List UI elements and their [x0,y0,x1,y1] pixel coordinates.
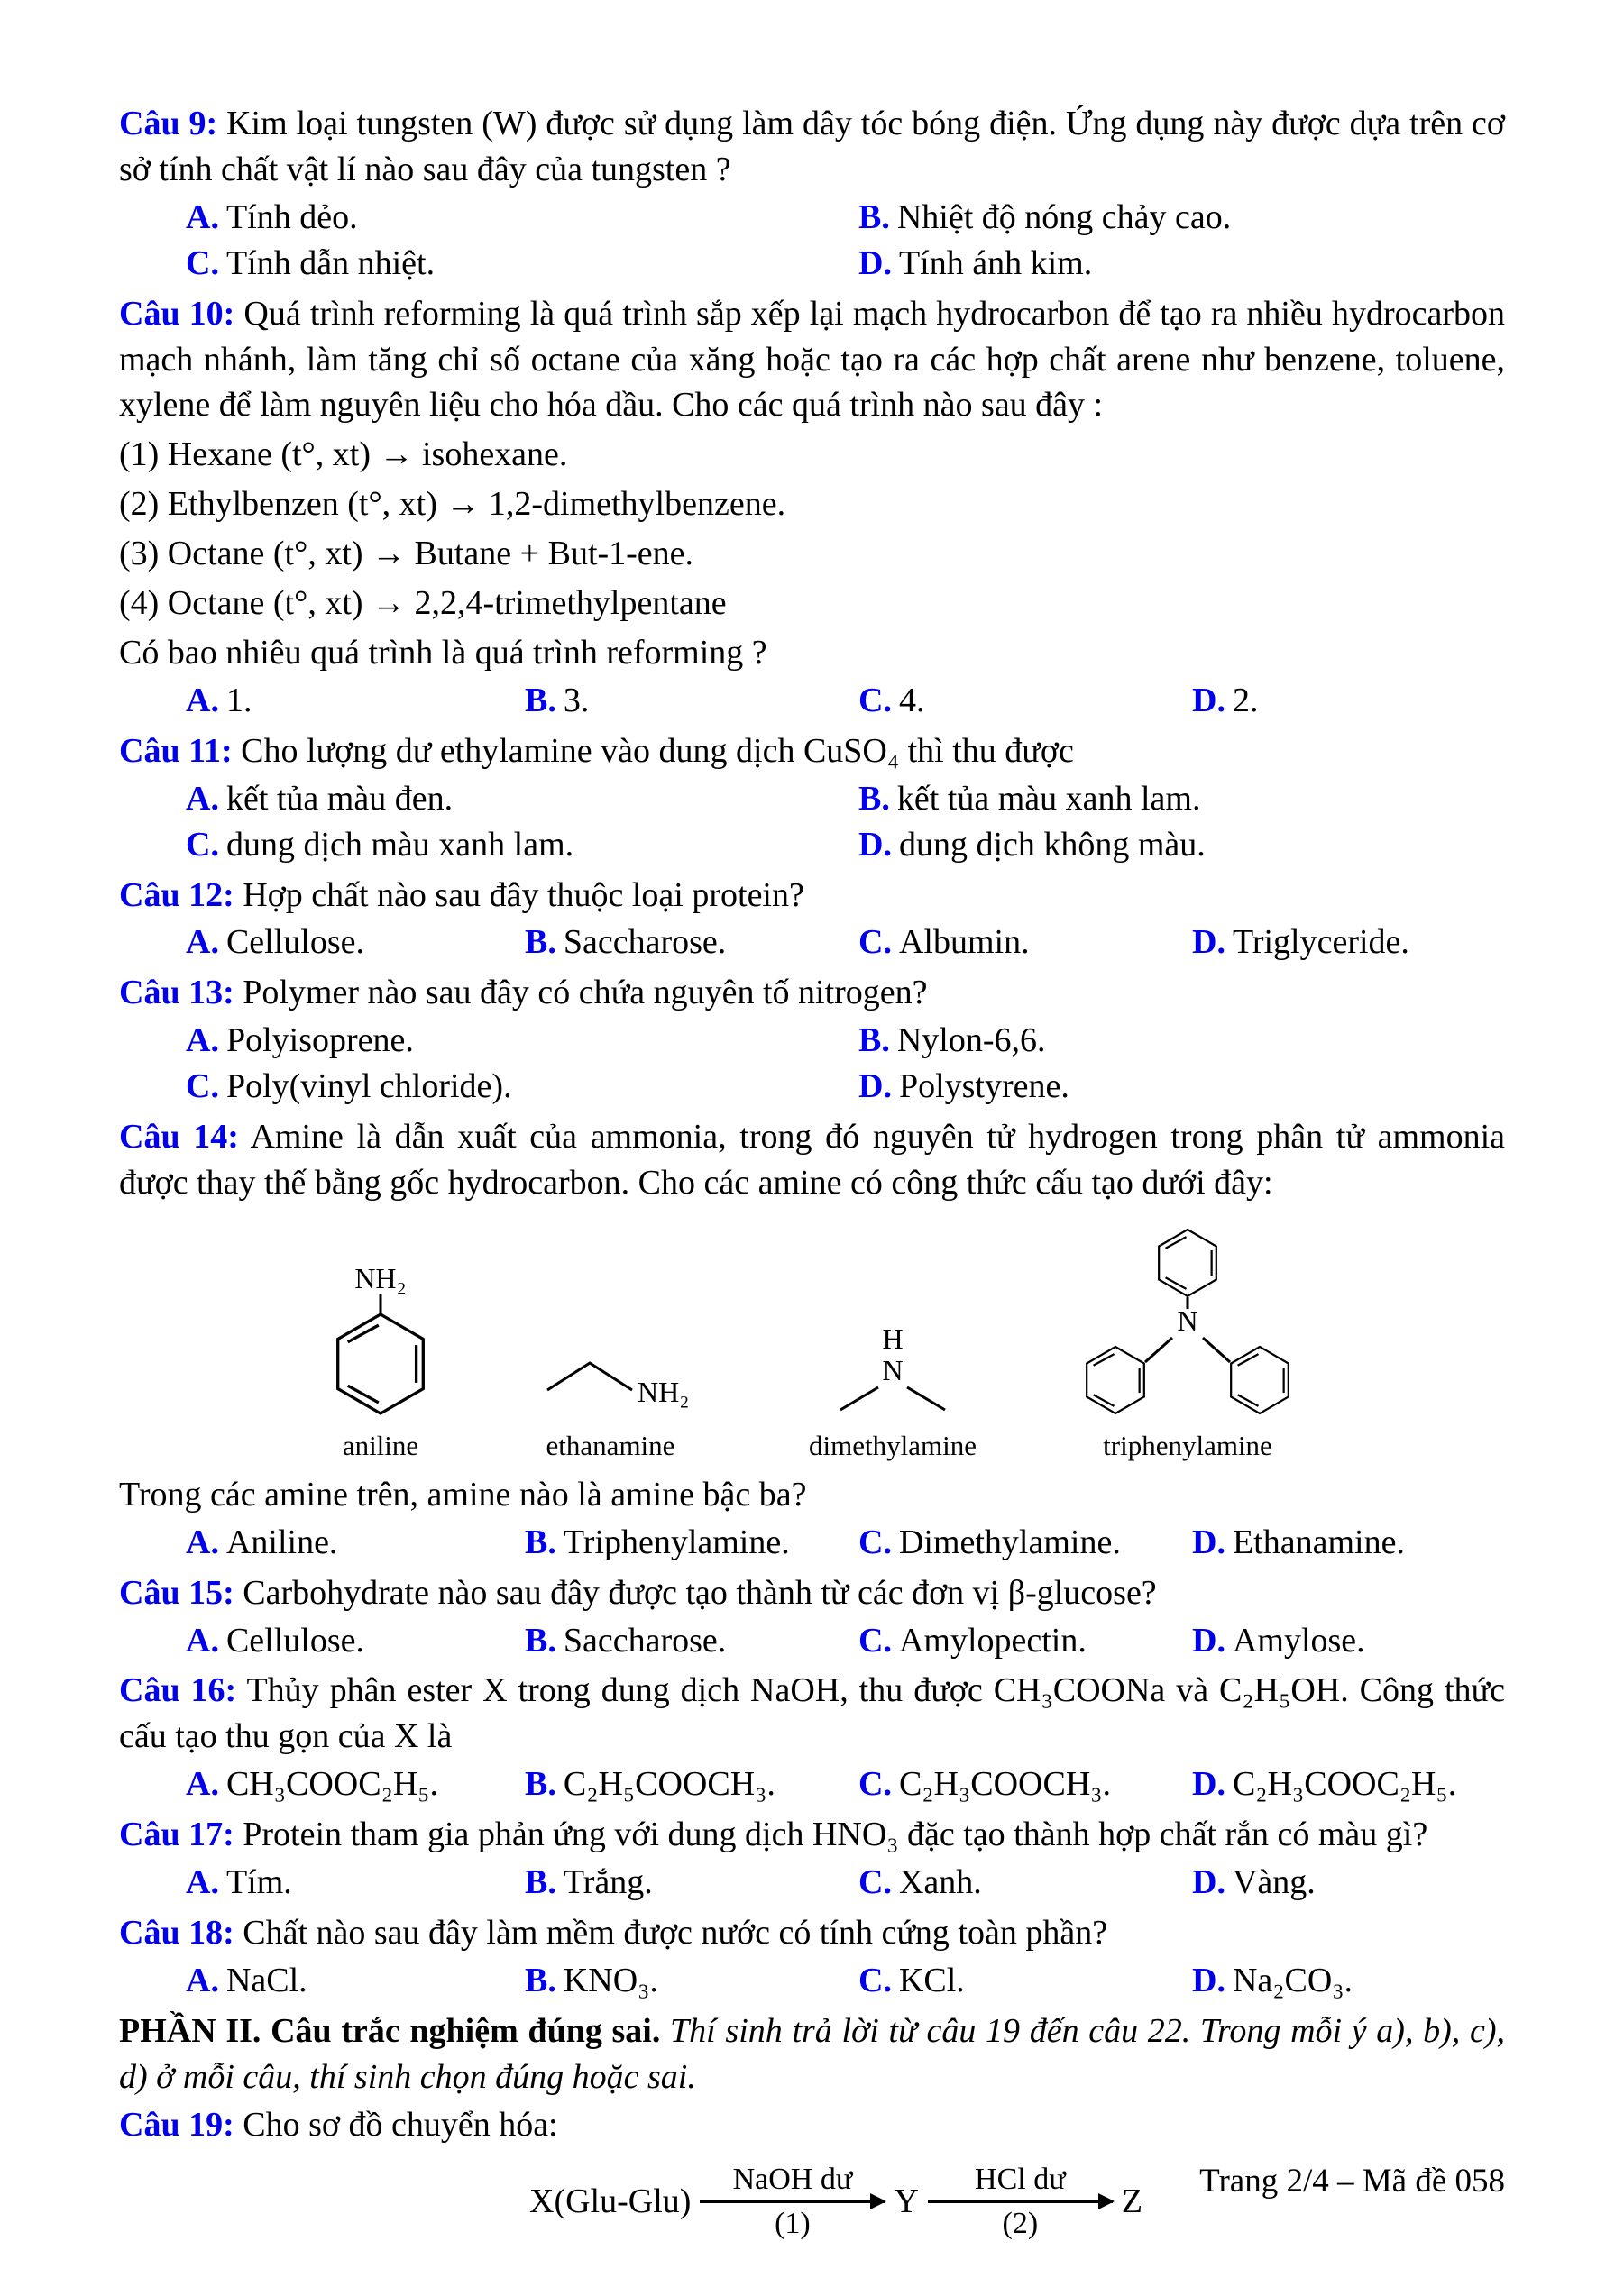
option-text: Amylopectin. [898,1621,1087,1660]
structure-label: ethanamine [546,1429,675,1461]
question-body: Kim loại tungsten (W) được sử dụng làm dây tóc bóng điện. Ứng dụng này được dựa trên cơ sở tính chất vật lí nào sau đây của tungsten ? [119,105,1505,188]
option-b [525,1520,858,1566]
option-text: Cellulose. [225,1621,364,1660]
option-text: Vàng. [1232,1863,1316,1902]
question-number: Câu 16: [119,1671,237,1710]
question-text [119,1570,1505,1616]
option-letter: C. [858,681,892,719]
option-b [858,776,1505,822]
process-line-4: (4) Octane (t°, xt) → 2,2,4-trimethylpentane [119,584,727,623]
option-text: Tính ánh kim. [898,243,1093,282]
part2-heading-line [119,2008,1505,2100]
option-text: Na₂CO₃. [1232,1961,1353,1999]
question-text [119,970,1505,1016]
option-b [525,1618,858,1664]
option-letter: D. [1192,1961,1225,1999]
answer-options [119,1618,1505,1664]
option-text: C₂H₃COOC₂H₅. [1232,1765,1457,1804]
nitrogen-label: N [882,1353,904,1386]
option-letter: D. [1192,1523,1225,1561]
reaction-step-1 [700,2163,885,2241]
option-letter: A. [186,197,219,236]
answer-options [119,776,1505,868]
question-text [119,291,1505,429]
option-text: Tính dẫn nhiệt. [225,243,436,282]
option-text: Poly(vinyl chloride). [225,1067,512,1106]
question-number: Câu 19: [119,2105,234,2144]
option-b [525,1860,858,1906]
bond [840,1387,878,1410]
option-letter: A. [186,1765,219,1804]
question-body: Thủy phân ester X trong dung dịch NaOH, thu được CH₃COONa và C₂H₅OH. Công thức cấu tạo thu gọn của X là [119,1671,1505,1756]
option-d [1192,1860,1505,1906]
question-14 [119,1114,1505,1566]
question-16 [119,1668,1505,1807]
nitrogen-label: N [1177,1304,1198,1337]
option-c [186,822,858,868]
question-text [119,2102,1505,2148]
option-text: Amylose. [1232,1621,1365,1660]
option-d [1192,1520,1505,1566]
option-a [186,919,525,965]
option-a [186,195,858,241]
option-d [1192,1618,1505,1664]
option-text: Xanh. [898,1863,982,1902]
question-17 [119,1812,1505,1906]
question-number: Câu 12: [119,875,234,914]
option-letter: A. [186,923,219,962]
option-text: KCl. [898,1961,965,1999]
option-d [858,822,1505,868]
option-letter: A. [186,1961,219,1999]
structure-label: dimethylamine [809,1429,977,1461]
ethanamine-structure [546,1363,690,1461]
question-followup: Trong các amine trên, amine nào là amine bậc ba? [119,1475,807,1514]
answer-options [119,1761,1505,1807]
question-number: Câu 18: [119,1914,234,1952]
option-text: Triglyceride. [1232,923,1409,962]
option-c [858,1520,1192,1566]
option-letter: D. [1192,1621,1225,1660]
question-number: Câu 11: [119,731,233,770]
question-number: Câu 10: [119,294,235,333]
option-letter: B. [858,1021,890,1060]
option-text: Albumin. [898,923,1030,962]
option-text: Saccharose. [563,1621,727,1660]
option-c [858,678,1192,724]
structure-label: aniline [342,1429,419,1461]
step-number-1: (1) [775,2206,811,2240]
question-13 [119,970,1505,1110]
option-letter: C. [858,1523,892,1561]
question-body: Polymer nào sau đây có chứa nguyên tố nitrogen? [243,974,928,1012]
question-body: Hợp chất nào sau đây thuộc loại protein? [243,875,804,914]
question-number: Câu 14: [119,1118,239,1157]
option-letter: B. [858,779,890,818]
option-letter: B. [525,1961,556,1999]
question-9 [119,101,1505,287]
option-letter: D. [858,243,892,282]
option-d [1192,1761,1505,1807]
option-text: Nhiệt độ nóng chảy cao. [896,197,1232,236]
question-body: Protein tham gia phản ứng với dung dịch HNO₃ đặc tạo thành hợp chất rắn có màu gì? [243,1816,1428,1854]
option-text: Nylon-6,6. [896,1021,1046,1060]
amine-structures-figure [299,1213,1327,1470]
question-number: Câu 9: [119,105,218,142]
option-c [858,1761,1192,1807]
option-letter: B. [525,1863,556,1902]
option-a [186,1520,525,1566]
option-c [858,1618,1192,1664]
question-text [119,728,1505,774]
amine-group-label: NH₂ [638,1375,690,1408]
option-c [858,1958,1192,2004]
option-c [186,1064,858,1110]
option-b [525,1958,858,2004]
option-text: 1. [225,681,252,719]
question-text [119,1668,1505,1760]
option-letter: C. [858,1765,892,1804]
question-body: Cho sơ đồ chuyển hóa: [243,2105,558,2144]
option-text: Cellulose. [225,923,364,962]
option-text: Tím. [225,1863,292,1902]
option-a [186,776,858,822]
answer-options [119,1520,1505,1566]
option-b [858,195,1505,241]
option-d [858,1064,1505,1110]
option-text: 2. [1232,681,1259,719]
option-text: Triphenylamine. [563,1523,790,1561]
option-a [186,1761,525,1807]
option-letter: A. [186,681,219,719]
bond [1203,1338,1230,1362]
option-letter: A. [186,1523,219,1561]
option-a [186,1018,858,1064]
intermediate-formula: Y [894,2182,919,2221]
triphenylamine-structure [1087,1230,1289,1461]
question-body: Cho lượng dư ethylamine vào dung dịch CuSO₄ thì thu được [241,731,1074,770]
option-letter: C. [858,1863,892,1902]
option-a [186,1958,525,2004]
option-b [525,919,858,965]
option-text: 3. [563,681,590,719]
option-letter: B. [525,923,556,962]
question-12 [119,873,1505,966]
option-text: kết tủa màu xanh lam. [896,779,1201,818]
option-letter: C. [858,1961,892,1999]
carbon-chain [547,1363,632,1390]
step-number-2: (2) [1002,2206,1039,2240]
option-b [858,1018,1505,1064]
option-letter: B. [858,197,890,236]
bond [907,1387,945,1410]
answer-options [119,1958,1505,2004]
question-body: Chất nào sau đây làm mềm được nước có tính cứng toàn phần? [243,1914,1108,1952]
question-10 [119,291,1505,724]
question-number: Câu 13: [119,974,234,1012]
option-letter: D. [1192,681,1225,719]
question-15 [119,1570,1505,1664]
option-letter: B. [525,1523,556,1561]
option-letter: A. [186,779,219,818]
option-letter: D. [1192,1765,1225,1804]
option-c [858,1860,1192,1906]
option-text: NaCl. [225,1961,307,1999]
option-text: Tính dẻo. [225,197,358,236]
structure-label: triphenylamine [1103,1429,1272,1461]
reaction-step-2 [928,2163,1113,2241]
process-line-2: (2) Ethylbenzen (t°, xt) → 1,2-dimethylbenzene. [119,485,786,524]
reagent-label-2: HCl dư [975,2162,1066,2196]
hydrogen-label: H [882,1322,904,1355]
option-letter: C. [186,825,219,864]
option-letter: B. [525,681,556,719]
part2-instructions: Thí sinh trả lời từ câu 19 đến câu 22. Trong mỗi ý a), b), c), d) ở mỗi câu, thí sinh chọn đúng hoặc sai. [119,2011,1505,2096]
question-text [119,1114,1505,1206]
option-letter: A. [186,1863,219,1902]
option-text: Polystyrene. [898,1067,1069,1106]
option-letter: D. [858,1067,892,1106]
option-a [186,1618,525,1664]
option-d [1192,678,1505,724]
reagent-label-1: NaOH dư [732,2162,853,2196]
option-letter: C. [858,1621,892,1660]
question-number: Câu 15: [119,1573,234,1612]
question-followup: Có bao nhiêu quá trình là quá trình reforming ? [119,633,767,672]
option-text: Ethanamine. [1232,1523,1405,1561]
option-text: CH₃COOC₂H₅. [225,1765,439,1804]
reactant-formula: X(Glu-Glu) [529,2182,692,2221]
option-text: Saccharose. [563,923,727,962]
answer-options [119,919,1505,965]
question-text [119,1910,1505,1956]
question-text [119,1812,1505,1858]
option-b [525,1761,858,1807]
option-text: kết tủa màu đen. [225,779,454,818]
question-18 [119,1910,1505,2004]
process-line-3: (3) Octane (t°, xt) → Butane + But-1-ene. [119,535,694,573]
option-a [186,678,525,724]
arrow-right-icon [700,2200,885,2203]
question-body: Carbohydrate nào sau đây được tạo thành từ các đơn vị β-glucose? [243,1573,1157,1612]
option-letter: C. [186,1067,219,1106]
dimethylamine-structure [809,1322,977,1461]
option-text: Dimethylamine. [898,1523,1121,1561]
option-text: 4. [898,681,925,719]
option-text: C₂H₃COOCH₃. [898,1765,1112,1804]
amine-group-label: NH₂ [354,1261,407,1294]
option-b [525,678,858,724]
product-formula: Z [1121,2182,1143,2221]
part2-heading: PHẦN II. Câu trắc nghiệm đúng sai. [119,2011,661,2050]
answer-options [119,678,1505,724]
option-letter: D. [1192,1863,1225,1902]
question-text [119,873,1505,919]
option-text: Trắng. [563,1863,653,1902]
option-d [1192,919,1505,965]
option-a [186,1860,525,1906]
option-letter: C. [858,923,892,962]
question-text [119,101,1505,193]
option-letter: B. [525,1621,556,1660]
answer-options [119,1860,1505,1906]
option-text: C₂H₅COOCH₃. [563,1765,775,1804]
option-text: Aniline. [225,1523,338,1561]
arrow-right-icon [928,2200,1113,2203]
option-letter: D. [1192,923,1225,962]
question-number: Câu 17: [119,1816,234,1854]
option-c [858,919,1192,965]
option-letter: B. [525,1765,556,1804]
question-body: Quá trình reforming là quá trình sắp xếp lại mạch hydrocarbon để tạo ra nhiều hydrocarbon mạch nhánh, làm tăng chỉ số octane của xăng hoặc tạo ra các hợp chất arene như benzene, toluene, xylene để làm nguyên liệu cho hóa dầu. Cho các quá trình nào sau đây : [119,294,1505,425]
option-text: Polyisoprene. [225,1021,414,1060]
question-body: Amine là dẫn xuất của ammonia, trong đó nguyên tử hydrogen trong phân tử ammonia được thay thế bằng gốc hydrocarbon. Cho các amine có công thức cấu tạo dưới đây: [119,1118,1505,1202]
option-letter: A. [186,1621,219,1660]
option-letter: A. [186,1021,219,1060]
option-text: dung dịch màu xanh lam. [225,825,574,864]
option-d [858,241,1505,287]
page-footer: Trang 2/4 – Mã đề 058 [1199,2163,1505,2200]
question-11 [119,728,1505,868]
option-letter: C. [186,243,219,282]
bond [1145,1338,1172,1362]
process-line-1: (1) Hexane (t°, xt) → isohexane. [119,435,568,474]
option-text: dung dịch không màu. [898,825,1206,864]
answer-options [119,195,1505,287]
option-text: KNO₃. [563,1961,658,1999]
aniline-structure [338,1262,424,1461]
answer-options [119,1018,1505,1110]
option-d [1192,1958,1505,2004]
option-letter: D. [858,825,892,864]
option-c [186,241,858,287]
